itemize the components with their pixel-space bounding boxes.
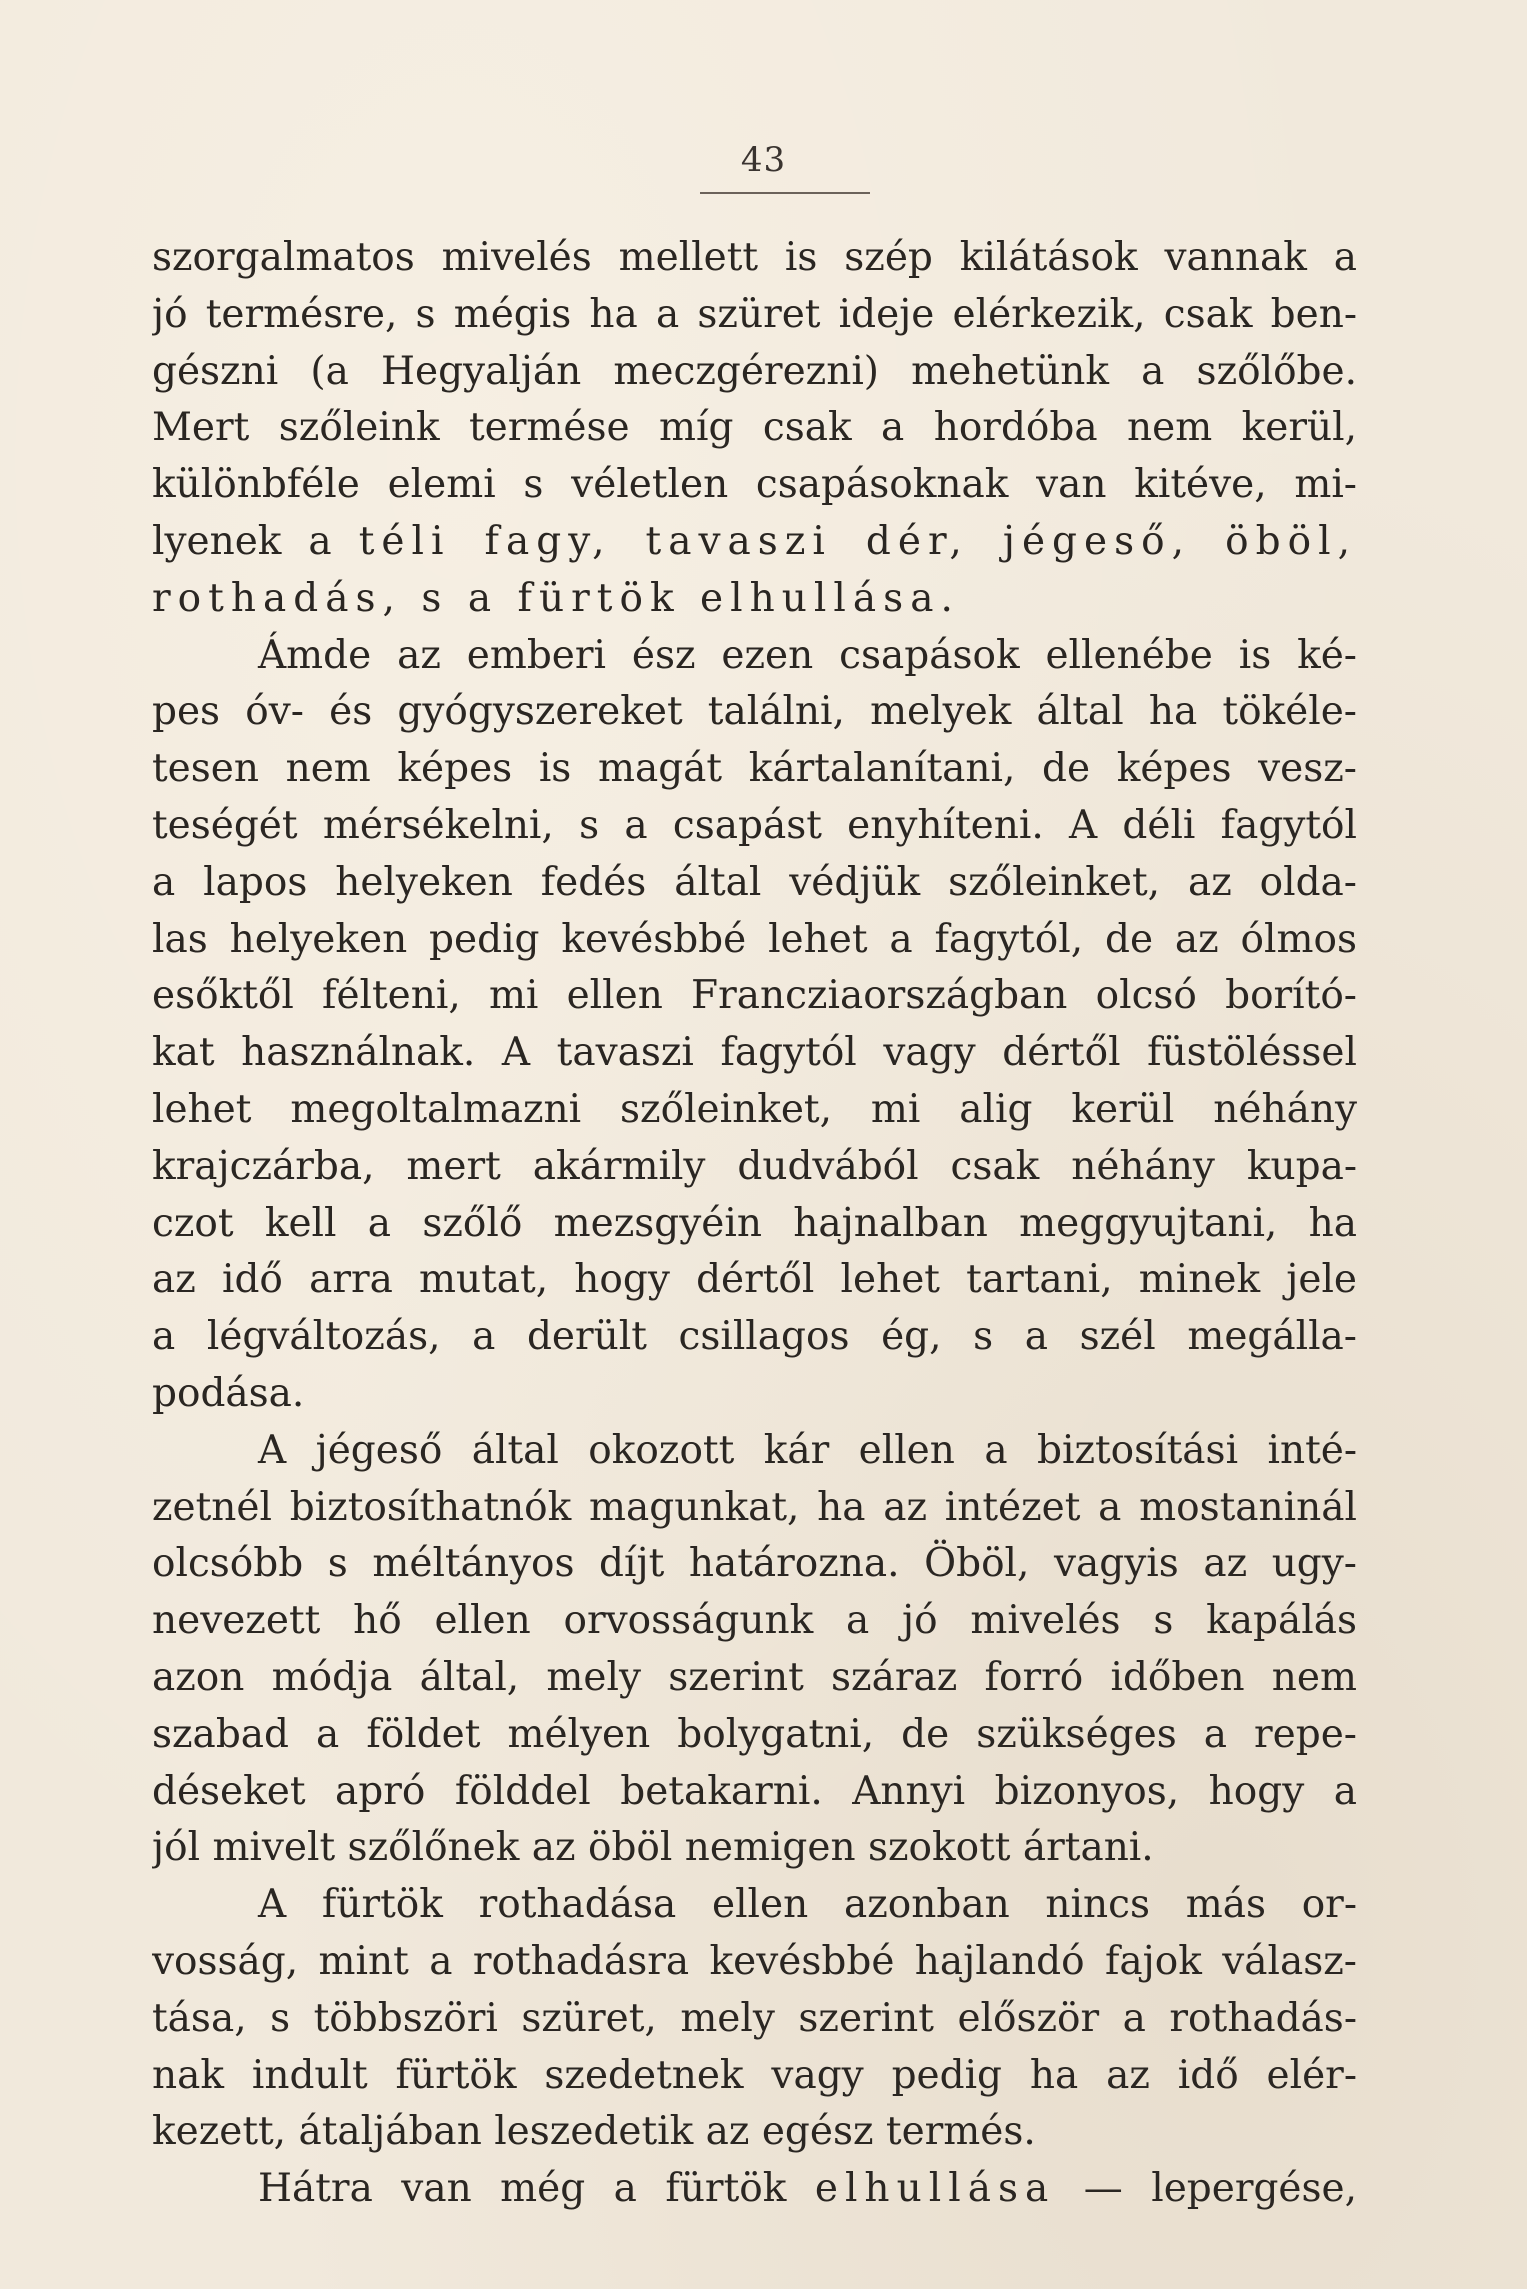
text-line: krajczárba, mert akármily dudvából csak néhány kupa- — [152, 1143, 1357, 1189]
text-line: A jégeső által okozott kár ellen a biztosítási inté- — [258, 1427, 1357, 1473]
text-line: a légváltozás, a derült csillagos ég, s a szél megálla- — [152, 1314, 1357, 1360]
text-line: nak indult fürtök szedetnek vagy pedig ha az idő elér- — [152, 2052, 1357, 2098]
text-line: tesen nem képes is magát kártalanítani, de képes vesz- — [152, 746, 1357, 792]
text-segment: lyenek a — [152, 518, 359, 564]
text-line: podása. — [152, 1370, 305, 1416]
text-line: különbféle elemi s véletlen csapásoknak van kitéve, mi- — [152, 462, 1357, 508]
text-line: az idő arra mutat, hogy dértől lehet tartani, minek jele — [152, 1257, 1357, 1303]
text-line: las helyeken pedig kevésbbé lehet a fagytól, de az ólmos — [152, 916, 1357, 962]
text-line: jól mivelt szőlőnek az öböl nemigen szokott ártani. — [152, 1825, 1154, 1871]
text-segment: Hátra van még a fürtök — [258, 2166, 815, 2212]
text-line: a lapos helyeken fedés által védjük szőleinket, az olda- — [152, 859, 1357, 905]
text-line: esőktől félteni, mi ellen Francziaországban olcsó borító- — [152, 973, 1357, 1019]
text-line — [152, 514, 1357, 571]
text-line: zetnél biztosíthatnók magunkat, ha az intézet a mostaninál — [152, 1484, 1357, 1530]
text-line: Ámde az emberi ész ezen csapások ellenébe is ké- — [258, 632, 1357, 678]
text-line — [152, 571, 1357, 628]
text-line: jó termésre, s mégis ha a szüret ideje elérkezik, csak ben- — [152, 291, 1357, 337]
text-line: czot kell a szőlő mezsgyéin hajnalban meggyujtani, ha — [152, 1200, 1357, 1246]
header-rule — [700, 192, 870, 194]
emphasized-text: elhullása — [814, 2166, 1056, 2212]
text-line: déseket apró földdel betakarni. Annyi bizonyos, hogy a — [152, 1768, 1357, 1814]
body-text — [152, 230, 1357, 2218]
page-number: 43 — [740, 140, 787, 180]
text-line: kat használnak. A tavaszi fagytól vagy dértől füstöléssel — [152, 1030, 1357, 1076]
text-line: kezett, átaljában leszedetik az egész termés. — [152, 2109, 1036, 2155]
text-line: nevezett hő ellen orvosságunk a jó mivelés s kapálás — [152, 1598, 1357, 1644]
text-line: szabad a földet mélyen bolygatni, de szükséges a repe- — [152, 1711, 1357, 1757]
text-line: tása, s többszöri szüret, mely szerint először a rothadás- — [152, 1995, 1357, 2041]
text-line: vosság, mint a rothadásra kevésbbé hajlandó fajok válasz- — [152, 1938, 1357, 1984]
text-line: gészni (a Hegyalján meczgérezni) mehetünk a szőlőbe. — [152, 348, 1357, 394]
text-line: olcsóbb s méltányos díjt határozna. Öböl, vagyis az ugy- — [152, 1541, 1357, 1587]
text-line: pes óv- és gyógyszereket találni, melyek által ha tökéle- — [152, 689, 1357, 735]
text-line — [152, 2161, 1357, 2218]
text-line: szorgalmatos mivelés mellett is szép kilátások vannak a — [152, 235, 1357, 280]
text-line: A fürtök rothadása ellen azonban nincs más or- — [258, 1882, 1357, 1928]
emphasized-text: téli fagy, tavaszi dér, jégeső, öböl, — [358, 518, 1357, 564]
emphasized-text: rothadás, s a fürtök elhullása. — [152, 575, 960, 621]
text-line: Mert szőleink termése míg csak a hordóba nem kerül, — [152, 405, 1357, 451]
text-line: lehet megoltalmazni szőleinket, mi alig kerül néhány — [152, 1086, 1357, 1132]
text-segment: — lepergése, — [1055, 2166, 1357, 2212]
text-line: azon módja által, mely szerint száraz forró időben nem — [152, 1654, 1357, 1700]
text-line: teségét mérsékelni, s a csapást enyhíteni. A déli fagytól — [152, 802, 1357, 848]
